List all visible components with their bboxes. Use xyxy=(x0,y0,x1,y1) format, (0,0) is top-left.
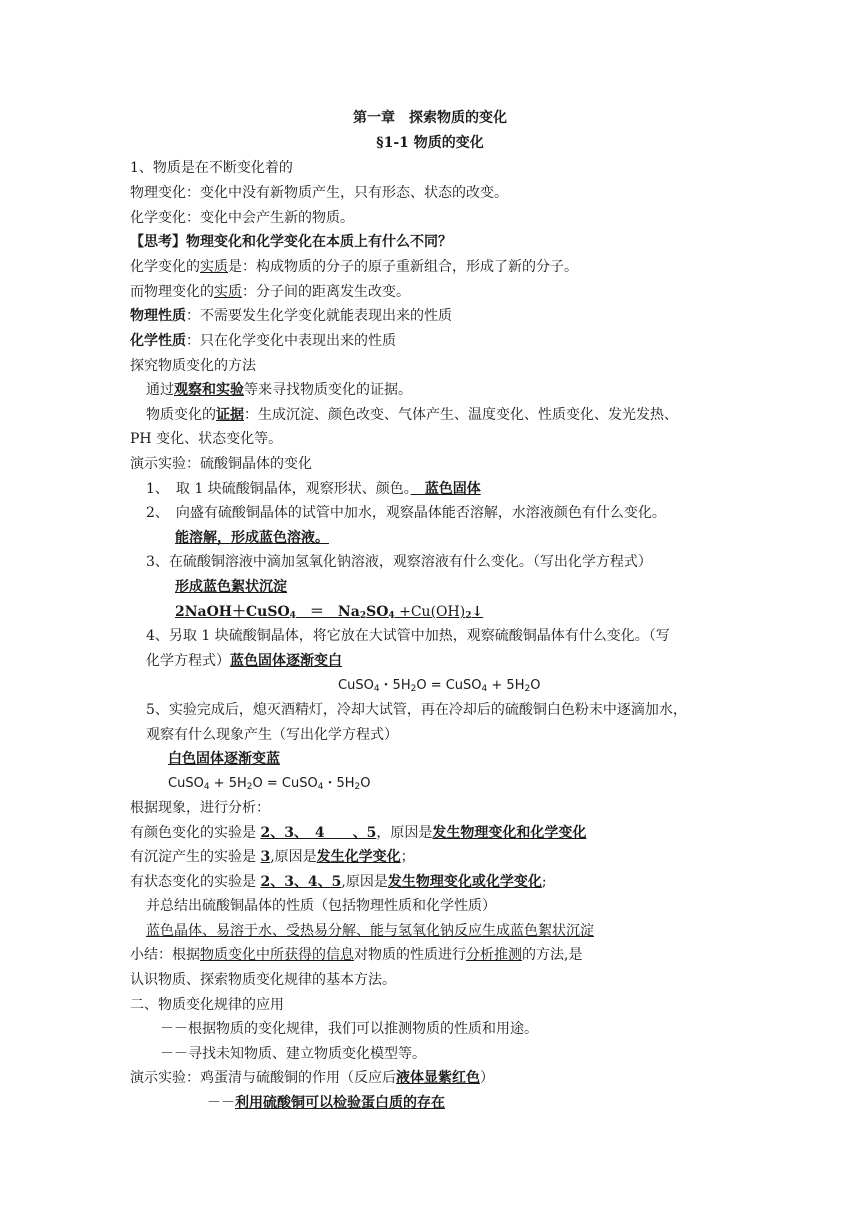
eq-sub: 2 xyxy=(246,782,253,792)
text: ； xyxy=(400,849,415,865)
analysis-precipitate xyxy=(130,848,415,866)
equation-2 xyxy=(338,677,540,695)
paragraph xyxy=(146,406,678,424)
eq-sub: 4 xyxy=(388,611,395,621)
paragraph: －－根据物质的变化规律，我们可以推测物质的性质和用途。 xyxy=(160,1021,538,1037)
chapter-title: 第一章 探索物质的变化 xyxy=(353,110,507,126)
eq-part: O = CuSO xyxy=(416,678,482,693)
answer-text: 发生物理变化和化学变化 xyxy=(432,825,587,841)
text: ,原因是 xyxy=(341,874,388,890)
text: 是：构成物质的分子的原子重新组合，形成了新的分子。 xyxy=(228,259,578,275)
eq-sub: 2 xyxy=(354,782,361,792)
text: 而物理变化的 xyxy=(130,284,214,300)
paragraph xyxy=(130,332,396,350)
section-title: §1-1 物质的变化 xyxy=(376,135,484,151)
eq-part: SO xyxy=(366,604,389,620)
eq-part: 2NaOH＋CuSO xyxy=(175,604,290,620)
text: ：不需要发生化学变化就能表现出来的性质 xyxy=(186,308,452,324)
eq-sub: 4 xyxy=(373,684,380,694)
paragraph: 探究物质变化的方法 xyxy=(130,358,256,374)
text: 通过 xyxy=(146,382,174,398)
answer-text: 2、3、4、5 xyxy=(260,874,342,890)
answer-text: 2、3、 4 、5 xyxy=(260,825,377,841)
answer-text: 观察和实验 xyxy=(174,382,244,398)
step-3: 3、在硫酸铜溶液中滴加氢氧化钠溶液，观察溶液有什么变化。（写出化学方程式） xyxy=(146,554,652,570)
paragraph xyxy=(130,307,452,325)
eq-part: CuSO xyxy=(168,776,204,791)
underlined-text: 实质 xyxy=(214,284,242,300)
eq-sub: 4 xyxy=(317,782,324,792)
eq-sub: 2 xyxy=(524,684,531,694)
eq-sub: 2 xyxy=(465,611,472,621)
paragraph: 根据现象，进行分析： xyxy=(130,800,270,816)
equation-1 xyxy=(175,603,483,621)
text: 对物质的性质进行 xyxy=(354,947,466,963)
answer-text: 白色固体逐渐变蓝 xyxy=(168,751,280,767)
answer-text: 形成蓝色絮状沉淀 xyxy=(175,579,287,595)
think-question xyxy=(130,233,452,251)
text: ,原因是 xyxy=(270,849,317,865)
text: 小结：根据 xyxy=(130,947,200,963)
text: 的方法,是 xyxy=(522,947,583,963)
conclusion xyxy=(130,946,582,964)
text: 演示实验：鸡蛋清与硫酸铜的作用（反应后 xyxy=(130,1070,396,1086)
eq-part: O xyxy=(530,678,541,693)
underlined-text: 物质变化中所获得的信息 xyxy=(200,947,354,963)
underlined-text: 实质 xyxy=(200,259,228,275)
answer-text: 液体显紫红色 xyxy=(396,1070,480,1086)
eq-sub: 2 xyxy=(410,684,417,694)
paragraph: 1、物质是在不断变化着的 xyxy=(130,160,293,176)
eq-part: ↓ xyxy=(471,604,484,620)
eq-part: +Cu(OH) xyxy=(394,604,466,620)
think-text: 物理变化和化学变化在本质上有什么不同？ xyxy=(186,234,452,250)
text: 等来寻找物质变化的证据。 xyxy=(244,382,412,398)
step-2: 2、 向盛有硫酸铜晶体的试管中加水，观察晶体能否溶解，水溶液颜色有什么变化。 xyxy=(146,505,666,521)
eq-sub: 4 xyxy=(289,611,296,621)
paragraph xyxy=(130,283,410,301)
paragraph: －－寻找未知物质、建立物质变化模型等。 xyxy=(160,1046,426,1062)
eq-sub: 4 xyxy=(203,782,210,792)
bold-term: 化学性质 xyxy=(130,333,186,349)
text: 有颜色变化的实验是 xyxy=(130,825,261,841)
answer-text: 证据 xyxy=(216,407,244,423)
text: 有沉淀产生的实验是 xyxy=(130,849,261,865)
answer-text: 能溶解，形成蓝色溶液。 xyxy=(175,530,329,546)
eq-part: + 5H xyxy=(209,776,247,791)
underlined-text: 分析推测 xyxy=(466,947,522,963)
section-heading: 二、物质变化规律的应用 xyxy=(130,997,284,1013)
text: 物质变化的 xyxy=(146,407,216,423)
demo-2 xyxy=(130,1069,494,1087)
paragraph xyxy=(146,381,412,399)
eq-part: O xyxy=(360,776,371,791)
step-1 xyxy=(146,480,481,498)
answer-text: 蓝色固体 xyxy=(410,481,481,497)
text: ） xyxy=(480,1070,494,1086)
paragraph: 物理变化：变化中没有新物质产生，只有形态、状态的改变。 xyxy=(130,185,508,201)
paragraph: 演示实验：硫酸铜晶体的变化 xyxy=(130,456,312,472)
step-5-cont: 观察有什么现象产生（写出化学方程式） xyxy=(146,727,398,743)
eq-part: + 5H xyxy=(487,678,525,693)
text: 化学变化的 xyxy=(130,259,200,275)
step-5: 5、实验完成后，熄灭酒精灯，冷却大试管，再在冷却后的硫酸铜白色粉末中逐滴加水， xyxy=(146,702,687,718)
paragraph: PH 变化、状态变化等。 xyxy=(130,431,283,447)
eq-part: ＝ Na xyxy=(295,604,360,620)
eq-sub: 2 xyxy=(359,611,367,621)
paragraph: 认识物质、探索物质变化规律的基本方法。 xyxy=(130,972,396,988)
analysis-color xyxy=(130,824,586,842)
paragraph: 并总结出硫酸铜晶体的性质（包括物理性质和化学性质） xyxy=(146,898,496,914)
think-label: 【思考】 xyxy=(130,234,186,250)
step-4: 4、另取 1 块硫酸铜晶体，将它放在大试管中加热，观察硫酸铜晶体有什么变化。（写 xyxy=(146,628,670,644)
text: ：分子间的距离发生改变。 xyxy=(242,284,410,300)
eq-sub: 4 xyxy=(481,684,488,694)
paragraph xyxy=(130,258,578,276)
text: ; xyxy=(541,874,547,890)
text: ：只在化学变化中表现出来的性质 xyxy=(186,333,396,349)
answer-text: 3 xyxy=(260,849,271,865)
text: 1、 取 1 块硫酸铜晶体，观察形状、颜色。 xyxy=(146,481,411,497)
demo-2-answer xyxy=(207,1094,445,1112)
text: －－ xyxy=(207,1095,235,1111)
text: 有状态变化的实验是 xyxy=(130,874,261,890)
paragraph: 化学变化：变化中会产生新的物质。 xyxy=(130,210,354,226)
eq-part: ・5H xyxy=(323,776,355,791)
analysis-state xyxy=(130,873,547,891)
text: ，原因是 xyxy=(376,825,433,841)
bold-term: 物理性质 xyxy=(130,308,186,324)
text: ：生成沉淀、颜色改变、气体产生、温度变化、性质变化、发光发热、 xyxy=(244,407,678,423)
text: 化学方程式） xyxy=(146,653,230,669)
step-4-cont xyxy=(146,652,342,670)
eq-part: O = CuSO xyxy=(252,776,318,791)
eq-part: CuSO xyxy=(338,678,374,693)
answer-text: 蓝色固体逐渐变白 xyxy=(230,653,342,669)
properties-answer: 蓝色晶体、易溶于水、受热易分解、能与氢氧化钠反应生成蓝色絮状沉淀 xyxy=(146,923,594,939)
answer-text: 发生化学变化 xyxy=(316,849,401,865)
answer-text: 发生物理变化或化学变化 xyxy=(387,874,542,890)
equation-3 xyxy=(168,775,370,793)
answer-text: 利用硫酸铜可以检验蛋白质的存在 xyxy=(235,1095,445,1111)
eq-part: ・5H xyxy=(379,678,411,693)
